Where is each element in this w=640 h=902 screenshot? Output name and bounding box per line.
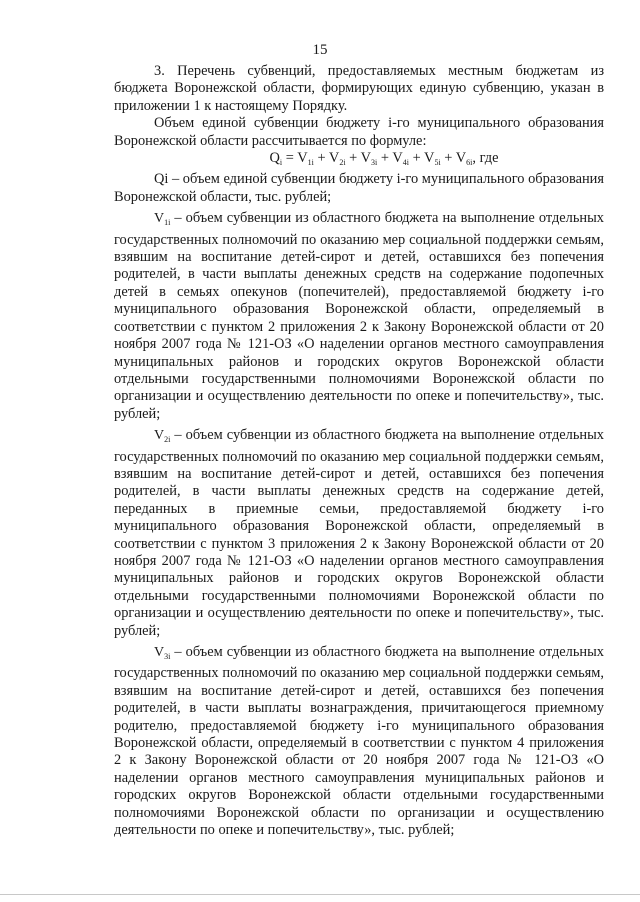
page-number: 15 [312, 42, 328, 58]
v2-text: – объем субвенции из областного бюджета на выполнение отдельных государственных полномочий по оказанию мер социальной поддержки семьям, взявшим на воспитание детей-сирот и детей, оставшихся без попечения родителей, в части выплаты денежных средств на содержание детей, переданных в приемные семьи, предоставляемой бюджету i-го муниципального образования Воронежской области, определяемый в соответствии с пунктом 3 приложения 2 к Закону Воронежской области от 20 ноября 2007 года № 121-ОЗ «О наделении органов местного самоуправления муниципальных районов и городских округов Воронежской области отдельными государственными полномочиями Воронежской области по организации и осуществлению деятельности по опеке и попечительству», тыс. рублей; [114, 427, 604, 639]
v3-symbol: $V_{3i}$ [154, 645, 171, 661]
formula-term: $V_{2i}$ [328, 150, 346, 168]
formula-term: $V_{5i}$ [424, 150, 441, 168]
scan-bottom-edge [0, 894, 640, 895]
formula-tail: , где [472, 150, 499, 167]
v3-text: – объем субвенции из областного бюджета на выполнение отдельных государственных полномочий по оказанию мер социальной поддержки семьям, взявшим на воспитание детей-сирот и детей, оставшихся без попечения родителей, в части выплаты вознаграждения, причитающегося приемному родителю, предоставляемой бюджету i-го муниципального образования Воронежской области, определяемый в соответствии с пунктом 4 приложения 2 к Закону Воронежской области от 20 ноября 2007 года № 121-ОЗ «О наделении органов местного самоуправления муниципальных районов и городских округов Воронежской области отдельными государственными полномочиями Воронежской области по организации и осуществлению деятельности по опеке и попечительству», тыс. рублей; [114, 644, 604, 839]
v1-symbol: $V_{1i}$ [154, 211, 171, 228]
v1-text: – объем субвенции из областного бюджета на выполнение отдельных государственных полномочий по оказанию мер социальной поддержки семьям, взявшим на воспитание детей-сирот и детей, оставшихся без попечения родителей, в части выплаты денежных средств на содержание подопечных детей в семьях опекунов (попечителей), предоставляемой бюджету i-го муниципального образования Воронежской области, определяемый в соответствии с пунктом 2 приложения 2 к Закону Воронежской области от 20 ноября 2007 года № 121-ОЗ «О наделении органов местного самоуправления муниципальных районов и городских округов Воронежской области отдельными государственными полномочиями Воронежской области по организации и осуществлению деятельности по опеке и попечительству», тыс. рублей; [114, 210, 604, 422]
v1-definition [114, 210, 604, 423]
v2-definition [114, 427, 604, 640]
v2-symbol: $V_{2i}$ [154, 428, 171, 445]
paragraph-q-definition: Qi – объем единой субвенции бюджету i-го муниципального образования Воронежской области, тыс. рублей; [114, 171, 604, 205]
paragraph-subventions-list: 3. Перечень субвенций, предоставляемых местным бюджетам из бюджета Воронежской области, формирующих единую субвенцию, указан в приложении 1 к настоящему Порядку. [114, 63, 604, 114]
formula-term: $V_{6i}$ [455, 150, 473, 168]
formula-term: $V_{3i}$ [360, 150, 378, 168]
formula-lhs: $Q_i$ [269, 150, 283, 168]
formula-term: $V_{1i}$ [297, 150, 314, 168]
formula-term: $V_{4i}$ [392, 150, 409, 168]
paragraph-formula-intro: Объем единой субвенции бюджету i-го муниципального образования Воронежской области рассчитывается по формуле: [114, 115, 604, 149]
document-body [114, 63, 604, 839]
formula-q: $Q_i = V_{1i} + V_{2i} + V_{3i} + V_{4i} + V_{5i} + V_{6i}$, где [269, 150, 499, 168]
v3-definition [114, 644, 604, 839]
